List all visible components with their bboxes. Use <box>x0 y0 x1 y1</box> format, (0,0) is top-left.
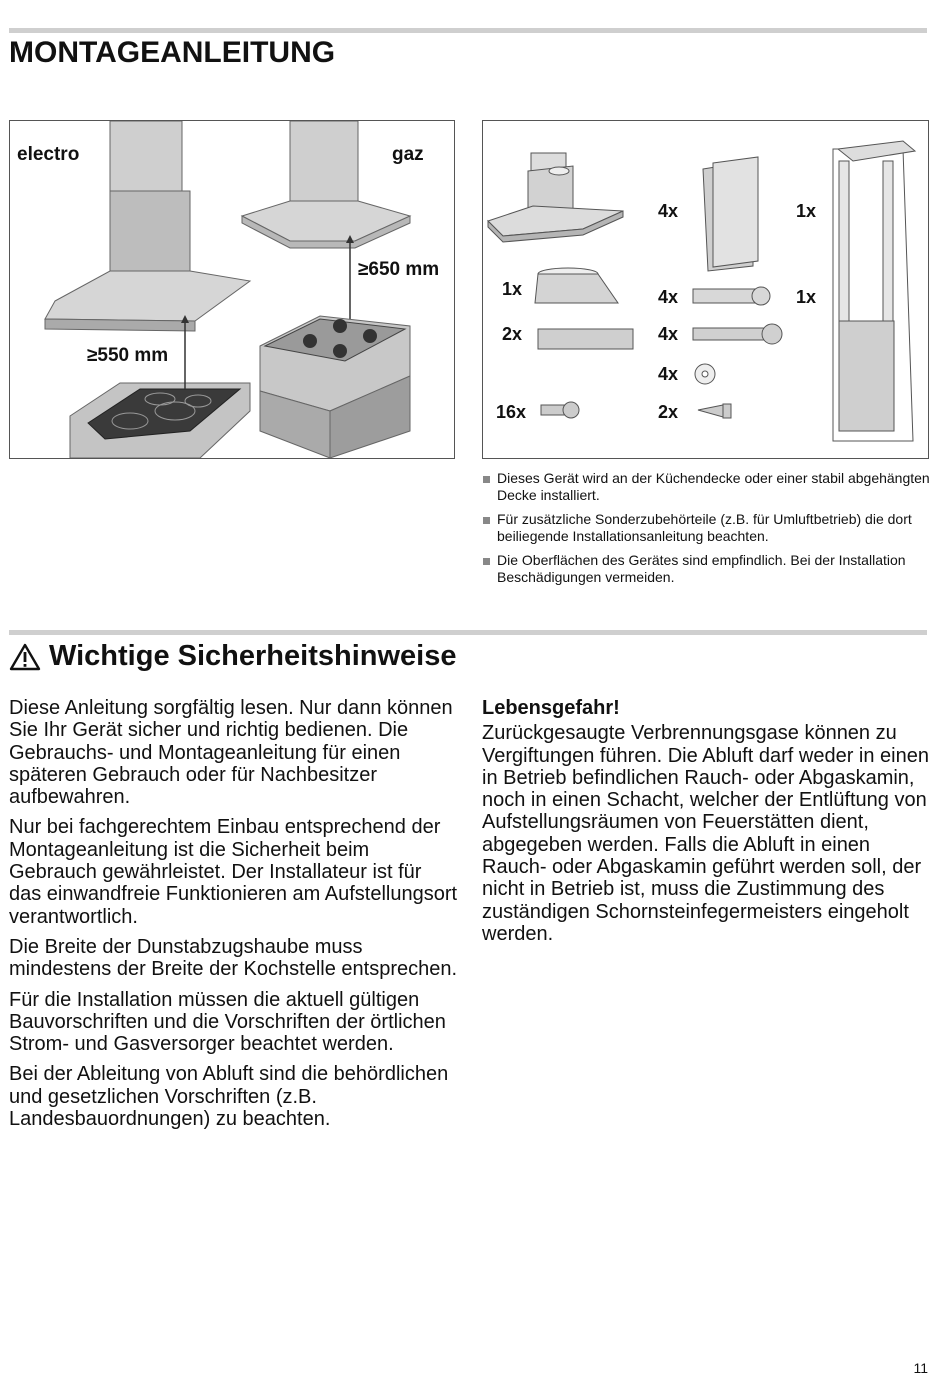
page-number: 11 <box>913 1360 928 1376</box>
qty-strip: 2x <box>502 324 523 344</box>
safety-left-column <box>9 697 459 1138</box>
section-rule <box>9 630 927 635</box>
paragraph: Nur bei fachgerechtem Einbau entsprechend der Montageanleitung ist die Sicherheit beim Gebrauch gewährleistet. Der Installateur ist für das einwandfreie Funktionieren am Aufstellungsort verantwortlich. <box>9 816 458 928</box>
paragraph: Diese Anleitung sorgfältig lesen. Nur dann können Sie Ihr Gerät sicher und richtig bedienen. Die Gebrauchs- und Montageanleitung für einen späteren Gebrauch oder für Nachbesitzer aufbewahren. <box>9 697 453 809</box>
qty-screw-big: 4x <box>658 324 679 344</box>
safety-heading <box>9 640 456 673</box>
note-item: Die Oberflächen des Gerätes sind empfindlich. Bei der Installation Beschädigungen vermeiden. <box>482 552 932 586</box>
paragraph: Zurückgesaugte Verbrennungsgase können zu Vergiftungen führen. Die Abluft darf weder in einen in Betrieb befindlichen Rauch- oder Abgaskamin, noch in einen Schacht, welcher der Entlüftung von Aufstellungsräumen von Feuerstätten dient, abgegeben werden. Falls die Abluft in einen Rauch- oder Abgaskamin geführt werden soll, der nicht in Betrieb ist, muss die Zustimmung des zuständigen Schornsteinfegermeisters eingeholt werden. <box>482 722 929 945</box>
parts-illustration <box>483 121 928 458</box>
top-rule <box>9 28 927 33</box>
qty-ring: 1x <box>502 279 523 299</box>
paragraph: Die Breite der Dunstabzugshaube muss mindestens der Breite der Kochstelle entsprechen. <box>9 935 458 981</box>
dim-gaz: ≥650 mm <box>358 259 440 280</box>
paragraph: Für die Installation müssen die aktuell gültigen Bauvorschriften und die Vorschriften der örtlichen Strom- und Gasversorger beachtet werden. <box>9 988 446 1056</box>
safety-right-column <box>482 697 932 953</box>
qty-frame: 1x <box>796 201 817 221</box>
label-electro: electro <box>17 144 80 165</box>
qty-anchor: 4x <box>658 287 679 307</box>
parts-figure <box>482 120 929 459</box>
qty-screw-small: 16x <box>496 402 527 422</box>
page-title: MONTAGEANLEITUNG <box>9 36 336 69</box>
label-gaz: gaz <box>392 144 424 165</box>
note-item: Für zusätzliche Sonderzubehörteile (z.B. für Umluftbetrieb) die dort beiliegende Installationsanleitung beachten. <box>482 511 932 545</box>
warning-triangle-icon <box>9 643 41 671</box>
qty-frame-b: 1x <box>796 287 817 307</box>
height-figure <box>9 120 455 459</box>
height-illustration <box>10 121 454 458</box>
installation-notes <box>482 470 932 593</box>
dim-electro: ≥550 mm <box>87 345 169 366</box>
paragraph: Bei der Ableitung von Abluft sind die behördlichen und gesetzlichen Vorschriften (z.B. Landesbauordnungen) zu beachten. <box>9 1063 449 1131</box>
qty-wood-screw: 2x <box>658 402 679 422</box>
qty-washer: 4x <box>658 364 679 384</box>
danger-heading: Lebensgefahr! <box>482 697 620 719</box>
note-item: Dieses Gerät wird an der Küchendecke oder einer stabil abgehängten Decke installiert. <box>482 470 932 504</box>
qty-hood: 4x <box>658 201 679 221</box>
safety-heading-text: Wichtige Sicherheitshinweise <box>49 640 457 672</box>
